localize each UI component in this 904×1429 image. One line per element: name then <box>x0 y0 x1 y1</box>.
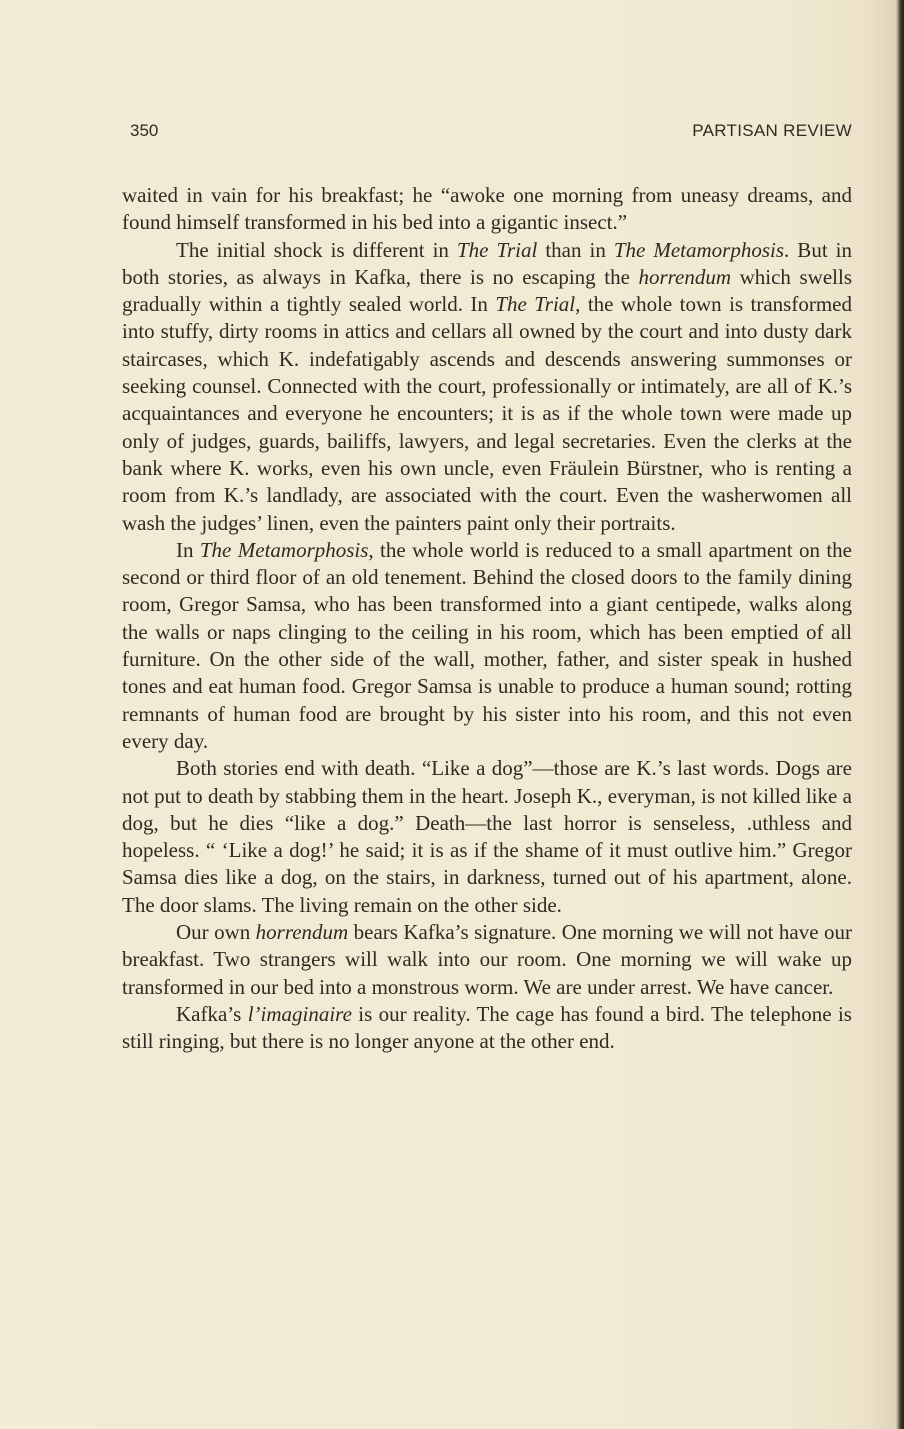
page-number: 350 <box>130 121 159 140</box>
paragraph-text: than in <box>537 237 614 262</box>
paragraph-text: is our reality. The cage has found a bird. The telephone is still ringing, but there is no longer anyone at the other end. <box>122 1001 852 1054</box>
running-head: PARTISAN REVIEW <box>692 121 852 140</box>
paragraph-2 <box>122 237 852 537</box>
italic-title-text: horrendum <box>255 920 349 945</box>
paragraph-text: Both stories end with death. “Like a dog”—those are K.’s last words. Dogs are not put to death by stabbing them in the heart. Joseph K., everyman, is not killed like a dog, but he dies “like a dog.” Death—the last horror is senseless, .uthless and hopeless. “ ‘Like a dog!’ he said; it is as if the shame of it must outlive him.” Gregor Samsa dies like a dog, on the stairs, in darkness, turned out of his apartment, alone. The door slams. The living remain on the other side. <box>122 756 852 917</box>
italic-title-text: The Trial <box>495 292 576 317</box>
paragraph-text: , the whole world is reduced to a small apartment on the second or third floor of an old tenement. Behind the closed doors to the family dining room, Gregor Samsa, who has been transformed into a giant centipede, walks along the walls or naps clinging to the ceiling in his room, which has been emptied of all furniture. On the other side of the wall, mother, father, and sister speak in hushed tones and eat human food. Gregor Samsa is unable to produce a human sound; rotting remnants of human food are brought by his sister into his room, and this not even every day. <box>122 537 852 753</box>
italic-title-text: The Metamorphosis <box>199 537 369 562</box>
paragraph-text: In <box>176 537 200 562</box>
italic-title-text: horrendum <box>638 264 732 289</box>
paragraph-text: waited in vain for his breakfast; he “awoke one morning from uneasy dreams, and found himself transformed in his bed into a gigantic insect.” <box>122 183 852 235</box>
paragraph-4 <box>122 755 852 919</box>
paragraph-text: Our own <box>176 920 256 945</box>
body-text <box>122 182 852 1056</box>
paragraph-3 <box>122 537 852 755</box>
paragraph-text: , the whole town is transformed into stuffy, dirty rooms in attics and cellars all owned by the court and into dusty dark staircases, which K. indefatigably ascends and descends answering summonses or seeking counsel. Connected with the court, professionally or intimately, are all of K.’s acquaintances and everyone he encounters; it is as if the whole town were made up only of judges, guards, bailiffs, lawyers, and legal secretaries. Even the clerks at the bank where K. works, even his own uncle, even Fräulein Bürstner, who is renting a room from K.’s landlady, are associated with the court. Even the washerwomen all wash the judges’ linen, even the painters paint only their portraits. <box>122 292 852 535</box>
book-gutter-shadow <box>896 0 904 1429</box>
paragraph-text: . But in both stories, as always in Kafka, there is no escaping the <box>122 237 852 289</box>
italic-title-text: The Trial <box>456 237 538 262</box>
italic-title-text: The Metamorphosis <box>613 237 785 262</box>
paragraph-5 <box>122 919 852 1001</box>
paragraph-text: The initial shock is different in <box>176 237 457 262</box>
paragraph-text: bears Kafka’s signature. One morning we will not have our breakfast. Two strangers will walk into our room. One morning we will wake up transformed in our bed into a monstrous worm. We are under arrest. We have cancer. <box>122 920 852 999</box>
paragraph-text: which swells gradually within a tightly sealed world. In <box>122 264 852 317</box>
paragraph-1 <box>122 182 852 237</box>
page-header <box>130 121 852 145</box>
paragraph-6 <box>122 1001 852 1056</box>
italic-title-text: l’imaginaire <box>247 1001 352 1026</box>
paragraph-text: Kafka’s <box>176 1001 248 1026</box>
